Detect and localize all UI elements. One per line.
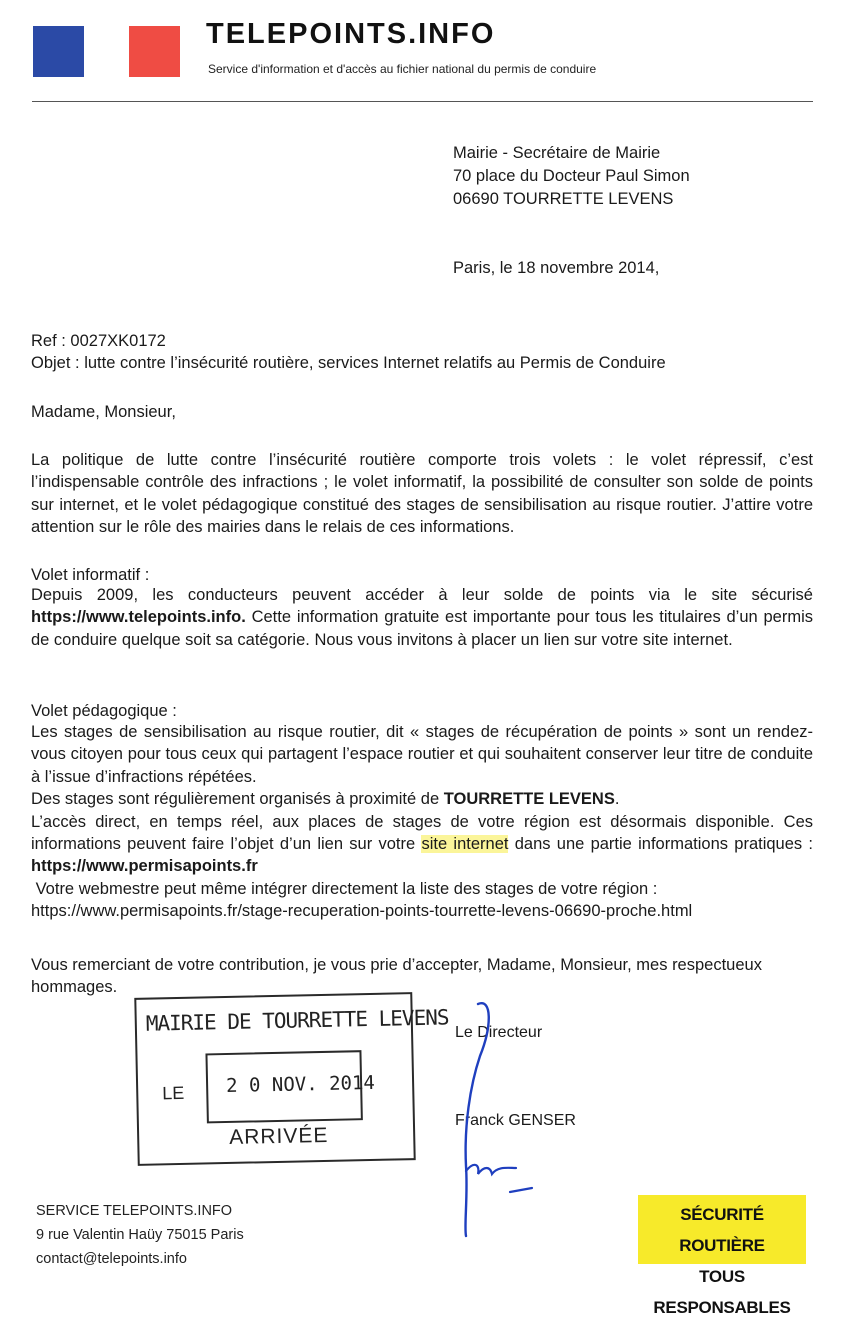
- informatif-paragraph: [31, 584, 813, 651]
- reference-number: Ref : 0027XK0172: [31, 332, 166, 350]
- recipient-line: 70 place du Docteur Paul Simon: [453, 167, 690, 185]
- arrival-stamp: [134, 992, 449, 1166]
- signatory-role: Le Directeur: [455, 1024, 543, 1041]
- stamp-date-box: [205, 1050, 376, 1123]
- road-safety-badge: [638, 1195, 806, 1317]
- informatif-text: Depuis 2009, les conducteurs peuvent accéder à leur solde de points via le site sécurisé: [31, 586, 813, 604]
- closing-paragraph: Vous remerciant de votre contribution, je vous prie d’accepter, Madame, Monsieur, mes respectueux hommages.: [31, 956, 762, 997]
- header-divider: [32, 101, 813, 102]
- footer-address: [36, 1199, 244, 1271]
- pedagogique-text: Des stages sont régulièrement organisés à proximité de: [31, 790, 444, 809]
- highlighted-text: site internet: [421, 835, 509, 854]
- stage-list-url[interactable]: https://www.permisapoints.fr/stage-recuperation-points-tourrette-levens-06690-proche.html: [31, 902, 693, 921]
- recipient-address: [453, 142, 690, 211]
- pedagogique-paragraph: [31, 811, 813, 878]
- stamp-title: MAIRIE DE TOURRETTE LEVENS: [145, 1005, 449, 1036]
- pedagogique-paragraph: [31, 788, 813, 810]
- brand-title: TELEPOINTS.INFO: [206, 18, 496, 50]
- footer-line: 9 rue Valentin Haüy 75015 Paris: [36, 1227, 244, 1243]
- letter-date: Paris, le 18 novembre 2014,: [453, 259, 660, 277]
- badge-line: SÉCURITÉ ROUTIÈRE: [679, 1205, 765, 1255]
- intro-paragraph: La politique de lutte contre l’insécurité routière comporte trois volets : le volet répressif, c’est l’indispensable contrôle des infractions ; le volet informatif, la possibilité de consulter son solde de points sur internet, et le volet pédagogique constitué des stages de sensibilisation au risque routier. J’attire votre attention sur le rôle des mairies dans le relais de ces informations.: [31, 451, 813, 537]
- reference-block: [31, 330, 813, 375]
- pedagogique-block: [31, 721, 813, 923]
- stamp-le-label: LE: [162, 1082, 185, 1104]
- informatif-text: Cette information gratuite est importante pour tous les titulaires d’un permis de conduire quelque soit sa catégorie. Nous vous invitons à placer un lien sur votre site internet.: [31, 608, 813, 649]
- permisapoints-link[interactable]: https://www.permisapoints.fr: [31, 857, 258, 876]
- flag-blue-square: [33, 26, 84, 77]
- section-heading-informatif: Volet informatif :: [31, 566, 150, 584]
- footer-email: contact@telepoints.info: [36, 1251, 187, 1267]
- brand-tagline: Service d'information et d'accès au fichier national du permis de conduire: [208, 62, 597, 76]
- salutation: Madame, Monsieur,: [31, 403, 176, 421]
- stamp-status: ARRIVÉE: [228, 1123, 329, 1149]
- section-heading-pedagogique: Volet pédagogique :: [31, 702, 177, 720]
- subject-line: Objet : lutte contre l’insécurité routière, services Internet relatifs au Permis de Conduire: [31, 354, 666, 373]
- flag-red-square: [129, 26, 180, 77]
- pedagogique-paragraph: Les stages de sensibilisation au risque routier, dit « stages de récupération de points » sont un rendez-vous citoyen pour tous ceux qui partagent l’espace routier et qui souhaitent conserver leur titre de conduite à l’issue d’infractions répétées.: [31, 723, 813, 786]
- pedagogique-text: dans une partie informations pratiques :: [508, 835, 813, 854]
- town-name: TOURRETTE LEVENS: [443, 790, 615, 809]
- telepoints-link[interactable]: https://www.telepoints.info.: [31, 608, 246, 627]
- pedagogique-paragraph: Votre webmestre peut même intégrer directement la liste des stages de votre région :: [31, 879, 658, 898]
- pedagogique-text: L’accès direct, en temps réel, aux places de stages de votre région est désormais disponible. Ces informations peuvent faire l’objet d’un lien sur votre: [31, 812, 813, 854]
- pedagogique-text: .: [614, 790, 620, 809]
- recipient-line: 06690 TOURRETTE LEVENS: [453, 190, 674, 208]
- badge-line: TOUS RESPONSABLES: [653, 1267, 791, 1317]
- handwritten-signature-icon: [440, 996, 560, 1246]
- signatory-name: Franck GENSER: [455, 1112, 576, 1129]
- recipient-line: Mairie - Secrétaire de Mairie: [453, 144, 661, 162]
- stamp-date: 2 0 NOV. 2014: [225, 1071, 376, 1098]
- footer-line: SERVICE TELEPOINTS.INFO: [36, 1203, 233, 1219]
